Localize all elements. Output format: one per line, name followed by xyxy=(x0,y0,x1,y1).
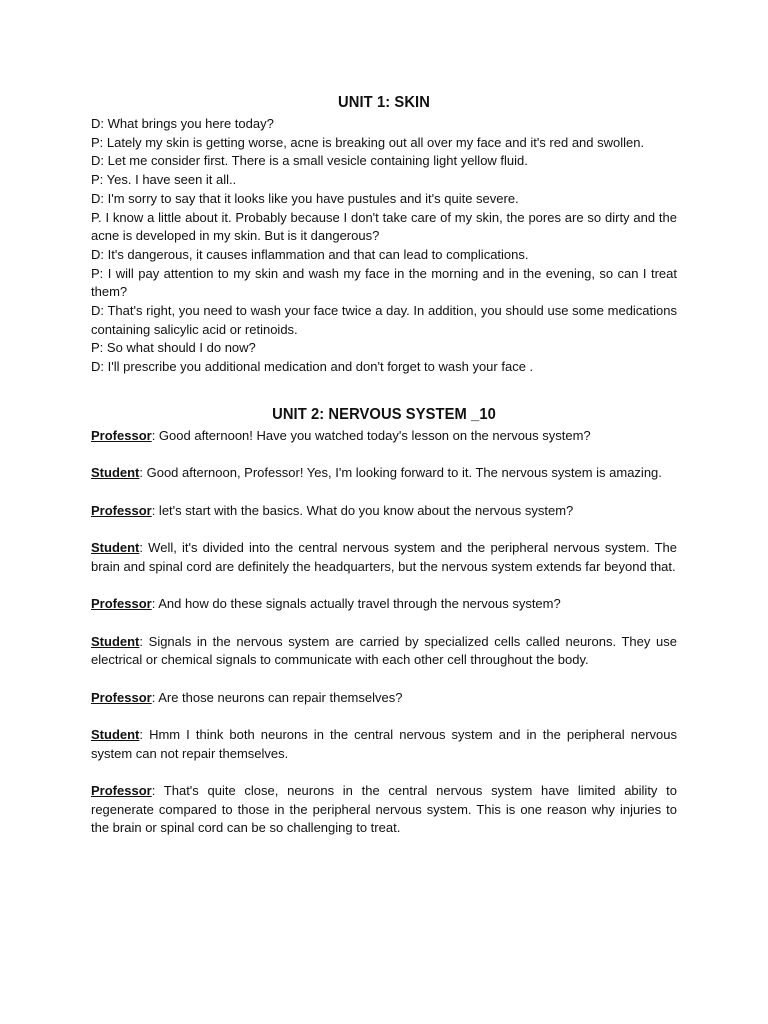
speaker-label: Student xyxy=(91,633,140,649)
dialogue-line: P. I know a little about it. Probably because I don't take care of my skin, the pores are so dirty and the acne is developed in my skin. But is it dangerous? xyxy=(91,209,677,244)
speaker-label: Professor xyxy=(91,427,152,443)
dialogue-line: D: I'm sorry to say that it looks like you have pustules and it's quite severe. xyxy=(91,190,519,206)
dialogue-turn xyxy=(91,633,677,670)
dialogue-turn xyxy=(91,782,677,838)
dialogue-turn xyxy=(91,427,677,446)
turn-text: : Good afternoon, Professor! Yes, I'm looking forward to it. The nervous system is amazing. xyxy=(139,465,662,481)
unit-2-section xyxy=(91,405,677,838)
dialogue-line: P: Yes. I have seen it all.. xyxy=(91,172,237,188)
dialogue-turn xyxy=(91,539,677,576)
dialogue-line: P: I will pay attention to my skin and wash my face in the morning and in the evening, so can I treat them? xyxy=(91,265,677,300)
dialogue-line: D: Let me consider first. There is a small vesicle containing light yellow fluid. xyxy=(91,153,528,169)
dialogue-line: D: I'll prescribe you additional medication and don't forget to wash your face . xyxy=(91,359,534,375)
turn-text: : Well, it's divided into the central nervous system and the peripheral nervous system. The brain and spinal cord are definitely the headquarters, but the nervous system extends far beyond that. xyxy=(91,540,677,574)
document-page xyxy=(91,93,677,857)
dialogue-line: P: Lately my skin is getting worse, acne is breaking out all over my face and it's red and swollen. xyxy=(91,134,645,150)
dialogue-line: D: It's dangerous, it causes inflammation and that can lead to complications. xyxy=(91,246,529,262)
speaker-label: Professor xyxy=(91,689,152,705)
dialogue-turn xyxy=(91,502,677,521)
dialogue-turn xyxy=(91,689,677,708)
dialogue-turn xyxy=(91,464,677,483)
turn-text: : Are those neurons can repair themselves? xyxy=(151,689,403,705)
unit-1-section xyxy=(91,93,677,377)
turn-text: : Signals in the nervous system are carried by specialized cells called neurons. They use electrical or chemical signals to communicate with each other cell throughout the body. xyxy=(91,633,677,668)
unit-2-title: UNIT 2: NERVOUS SYSTEM _10 xyxy=(272,405,496,423)
dialogue-turn xyxy=(91,726,677,763)
dialogue-turn xyxy=(91,595,677,614)
speaker-label: Student xyxy=(91,540,140,556)
dialogue-line: D: That's right, you need to wash your face twice a day. In addition, you should use some medications containing salicylic acid or retinoids. xyxy=(91,303,677,337)
turn-text: : Hmm I think both neurons in the central nervous system and in the peripheral nervous system can not repair themselves. xyxy=(91,726,677,761)
turn-text: : That's quite close, neurons in the central nervous system have limited ability to regenerate compared to those in the peripheral nervous system. This is one reason why injuries to the brain or spinal cord can be so challenging to treat. xyxy=(91,783,677,836)
turn-text: : let's start with the basics. What do you know about the nervous system? xyxy=(151,502,574,518)
speaker-label: Professor xyxy=(91,502,152,518)
speaker-label: Student xyxy=(91,726,140,742)
speaker-label: Professor xyxy=(91,783,152,799)
unit-1-title: UNIT 1: SKIN xyxy=(338,94,430,111)
turn-text: : Good afternoon! Have you watched today's lesson on the nervous system? xyxy=(151,427,591,443)
dialogue-line: P: So what should I do now? xyxy=(91,340,256,356)
speaker-label: Student xyxy=(91,465,140,481)
turn-text: : And how do these signals actually travel through the nervous system? xyxy=(151,596,561,612)
speaker-label: Professor xyxy=(91,596,152,612)
dialogue-line: D: What brings you here today? xyxy=(91,116,274,131)
